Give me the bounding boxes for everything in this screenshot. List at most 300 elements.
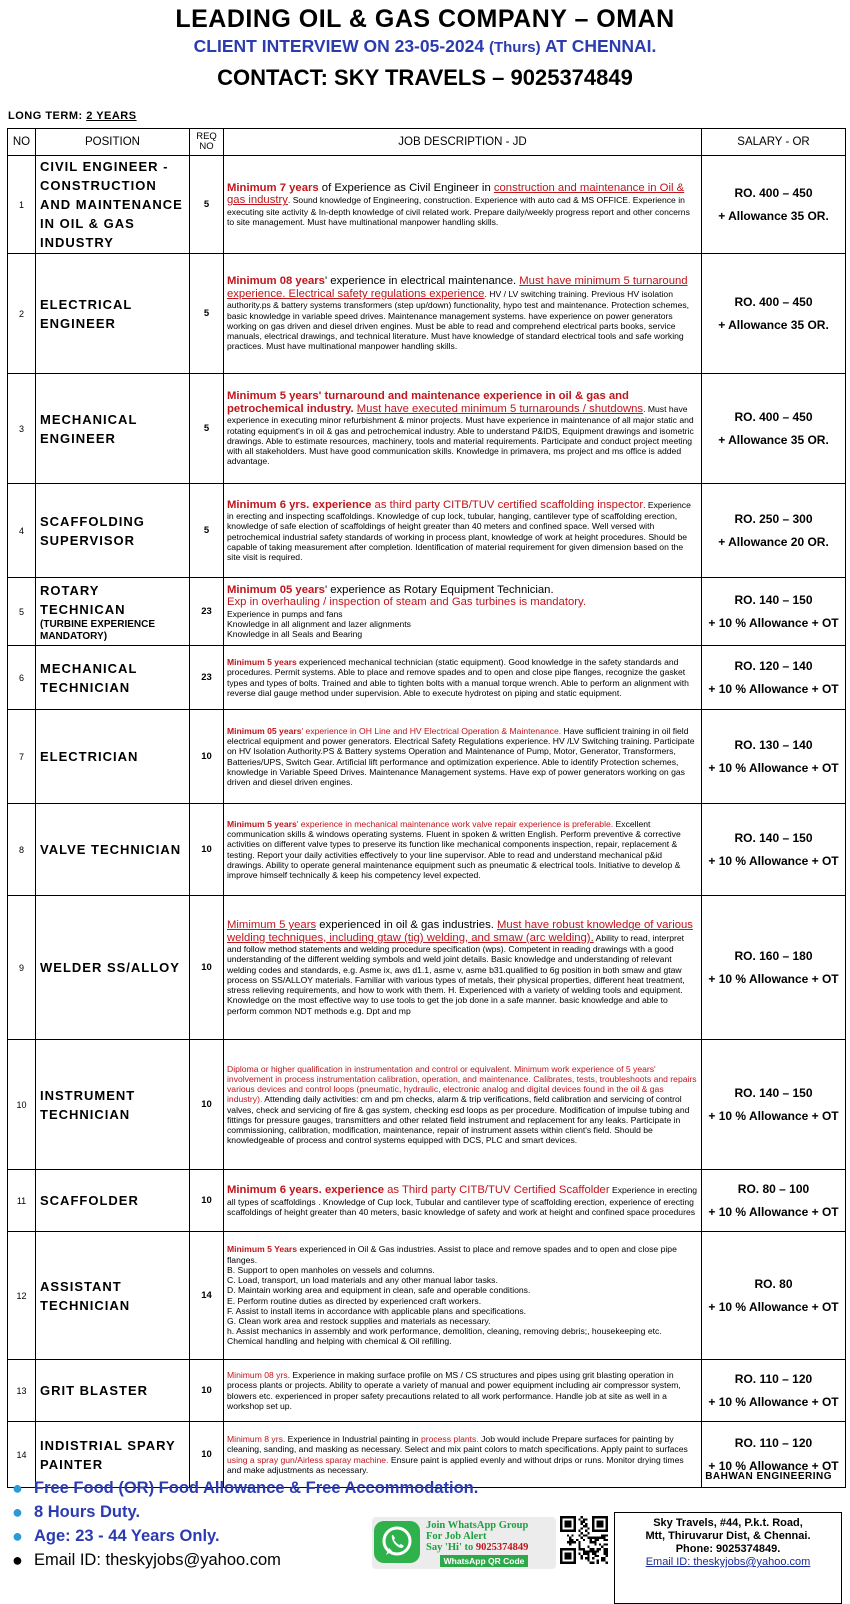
qr-module	[585, 1557, 587, 1559]
qr-module	[581, 1557, 583, 1559]
long-term-label: LONG TERM:	[8, 110, 87, 122]
jd-text: h. Assist mechanics in assembly and work performance, demolition, cleaning, removing debris;, housekeeping etc. Chemical handling and helping with chemical & Oil refilling.	[227, 1326, 662, 1347]
row-number: 5	[8, 578, 36, 646]
benefit-text: Age: 23 - 44 Years Only.	[34, 1527, 220, 1545]
job-description	[224, 374, 702, 484]
col-header-position: POSITION	[36, 129, 190, 156]
salary-allowance: + 10 % Allowance + OT	[708, 1108, 839, 1123]
salary-range: RO. 110 – 120	[734, 1371, 813, 1386]
position-title: ROTARY TECHNICAN	[40, 582, 126, 617]
salary-allowance: + Allowance 20 OR.	[718, 534, 829, 549]
table-row	[8, 804, 846, 896]
salary-range: RO. 140 – 150	[734, 1085, 813, 1100]
qr-module	[585, 1530, 587, 1532]
whatsapp-line3	[426, 1542, 528, 1553]
qr-module	[601, 1546, 603, 1548]
interview-line	[0, 34, 850, 60]
required-count: 23	[190, 646, 224, 710]
position-cell	[36, 156, 190, 254]
qr-module	[585, 1534, 587, 1536]
qr-module	[578, 1553, 580, 1555]
qr-module	[585, 1553, 587, 1555]
qr-module	[603, 1557, 605, 1559]
col-header-salary: SALARY - OR	[702, 129, 846, 156]
salary-cell	[702, 896, 846, 1040]
qr-module	[603, 1539, 605, 1541]
salary-cell	[702, 374, 846, 484]
salary-range: RO. 120 – 140	[734, 658, 813, 673]
position-title: MECHANICAL ENGINEER	[40, 411, 138, 446]
qr-code-icon[interactable]	[560, 1516, 608, 1564]
address-phone: Phone: 9025374849.	[675, 1543, 781, 1555]
jd-text: Experience in Industrial painting in	[285, 1434, 421, 1445]
jd-text: as third party CITB/TUV certified scaffolding inspector	[371, 498, 644, 511]
qr-module	[606, 1555, 608, 1557]
jd-text: C. Load, transport, un load materials and any other manual labor tasks.	[227, 1275, 498, 1286]
qr-module	[590, 1562, 592, 1564]
jd-text: Minimum 08 yrs.	[227, 1370, 291, 1381]
qr-module	[594, 1550, 596, 1552]
qr-module	[581, 1537, 583, 1539]
position-title: CIVIL ENGINEER - CONSTRUCTION AND MAINTENANCE IN OIL & GAS INDUSTRY	[40, 159, 183, 250]
job-description	[224, 1232, 702, 1360]
job-description	[224, 896, 702, 1040]
job-description	[224, 804, 702, 896]
qr-module	[585, 1525, 587, 1527]
required-count: 5	[190, 254, 224, 374]
whatsapp-banner[interactable]	[372, 1517, 556, 1569]
qr-module	[597, 1548, 599, 1550]
footer	[0, 1472, 850, 1604]
jd-text: Minimum 6 yrs. experience	[227, 498, 372, 511]
position-cell	[36, 484, 190, 578]
salary-range: RO. 160 – 180	[734, 948, 813, 963]
jd-text: experienced mechanical technician (static equipment). Good knowledge in the safety standards and procedures. Permit systems. Able to place and remove spades and to open and close pipe flanges, recognize the gasket types and types of bolts. Trained and able to tighten bolts with a manual torque wrench. Able to perform an alignment with reverse dial gauge method under supervision. Able to execute hydrotest on piping and static equipment.	[227, 657, 689, 698]
qr-module	[571, 1534, 573, 1536]
qr-module	[594, 1537, 596, 1539]
qr-module	[583, 1539, 585, 1541]
qr-module	[594, 1541, 596, 1543]
qr-module	[569, 1537, 571, 1539]
table-row	[8, 710, 846, 804]
whatsapp-say-hi: Say 'Hi' to	[426, 1542, 476, 1553]
table-row	[8, 484, 846, 578]
job-description	[224, 156, 702, 254]
qr-module	[569, 1543, 571, 1545]
jd-text: Ability to read, interpret and follow method statements and welding procedure specification (wps). Competent in reading drawings with a good understanding of the different welding symbols and weld joint details. Basic knowledge and understanding of relevant welding codes and standards, e.g. Asme ix, aws d1.1, asme v, asme b31.qualified to 6g position in both smaw and gtaw process on SS/ALLOY materials. Familiar with various types of metals, their physical properties, different heat treatment, stress relieving requirements, and how to work with them. H. Experienced with a variety of welding tools and equipment. Knowledge on the most effective way to use tools to get the job done in a safe manner. basic knowledge and able to perform common NDT methods e.g. Dpt and mp	[227, 932, 685, 1016]
jd-text: Experience in pumps and fans	[227, 608, 343, 619]
whatsapp-number: 9025374849	[475, 1542, 529, 1553]
position-cell	[36, 1360, 190, 1422]
jd-text: as Third party CITB/TUV Certified Scaffolder	[383, 1184, 610, 1197]
qr-module	[606, 1548, 608, 1550]
qr-module	[569, 1539, 571, 1541]
jd-text: Minimum 5 years	[227, 818, 297, 829]
salary-range: RO. 110 – 120	[734, 1435, 813, 1450]
salary-cell	[702, 1232, 846, 1360]
position-cell	[36, 1040, 190, 1170]
salary-cell	[702, 1360, 846, 1422]
jd-text: Attending daily activities: cm and pm checks, alarm & trip verifications, field calibration and servicing of control valves, check and servicing of fire & gas system, checking esd loops as per procedure. Modification of impulse tubing and fittings for pressure gauges, transmitters and other related field instrument and replacement for any leaks. Participate in commissioning, calibration, modification, maintenance, repair of instrument assets within client's field. Should be knowledgeable of process and control systems equipped with DCS, PLC and smart devices.	[227, 1094, 690, 1146]
position-title: SCAFFOLDING SUPERVISOR	[40, 513, 145, 548]
interview-date: CLIENT INTERVIEW ON 23-05-2024	[193, 36, 489, 56]
salary-cell	[702, 156, 846, 254]
qr-module	[583, 1525, 585, 1527]
qr-module	[587, 1532, 589, 1534]
jd-text: construction and maintenance in Oil & gas industry	[227, 181, 685, 207]
address-line2: Mtt, Thiruvarur Dist, & Chennai.	[645, 1530, 811, 1542]
required-count: 10	[190, 1040, 224, 1170]
row-number: 4	[8, 484, 36, 578]
qr-module	[581, 1516, 583, 1518]
jd-text: D. Maintain working area and equipment in clean, safe and operable conditions.	[227, 1285, 531, 1296]
qr-module	[578, 1534, 580, 1536]
jd-text: ' experience as Rotary Equipment Technician.	[324, 583, 554, 596]
position-cell	[36, 254, 190, 374]
qr-module	[587, 1555, 589, 1557]
qr-module	[592, 1537, 594, 1539]
qr-module	[603, 1537, 605, 1539]
position-cell	[36, 804, 190, 896]
salary-cell	[702, 646, 846, 710]
qr-module	[590, 1550, 592, 1552]
qr-module	[574, 1541, 576, 1543]
table-row	[8, 896, 846, 1040]
long-term	[8, 110, 137, 122]
bullet-icon: ●	[12, 1478, 23, 1498]
jobs-table	[7, 128, 846, 1488]
qr-module	[583, 1518, 585, 1520]
qr-module	[565, 1553, 572, 1560]
qr-module	[592, 1548, 594, 1550]
salary-range: RO. 140 – 150	[734, 830, 813, 845]
table-row	[8, 254, 846, 374]
qr-module	[583, 1553, 585, 1555]
jd-text: Knowledge in all alignment and lazer alignments	[227, 618, 411, 629]
qr-module	[594, 1543, 596, 1545]
qr-module	[606, 1543, 608, 1545]
row-number: 2	[8, 254, 36, 374]
position-cell	[36, 646, 190, 710]
jd-text: Excellent communication skills & windows operating systems. Fluent in spoken & written English. Perform preventive & corrective activities on different valve types to preserve its function like mechanical components inspection, repair, replacement & testing. Report your daily activities effectively to your line supervisor. Able to read and understand mechanical p&id drawings. Ability to operate general maintenance equipment such as pneumatic & electrical tools. Initiative to develop & improve himself technically & keep his competency level expected.	[227, 818, 681, 880]
bullet-icon: ●	[12, 1550, 23, 1570]
job-description	[224, 1360, 702, 1422]
position-cell	[36, 1170, 190, 1232]
position-title: SCAFFOLDER	[40, 1193, 139, 1208]
job-description	[224, 578, 702, 646]
jd-text: of Experience as Civil Engineer in	[318, 181, 494, 194]
qr-module	[581, 1555, 583, 1557]
required-count: 5	[190, 484, 224, 578]
qr-module	[581, 1527, 583, 1529]
long-term-value: 2 YEARS	[86, 110, 137, 122]
jd-text: ' experience in OH Line and HV Electrical Operation & Maintenance.	[301, 725, 562, 736]
required-count: 5	[190, 374, 224, 484]
qr-module	[603, 1550, 605, 1552]
interview-city: AT CHENNAI.	[540, 36, 657, 56]
qr-module	[567, 1541, 569, 1543]
jd-text: F. Assist to install items in accordance with applicable plans and specifications.	[227, 1305, 527, 1316]
qr-module	[585, 1518, 587, 1520]
qr-module	[592, 1557, 594, 1559]
qr-module	[578, 1541, 580, 1543]
jd-text: Job would include Prepare surfaces for painting by cleaning, sanding, and masking as necessary. Select and mix paint colors to match specifications. Apply paint to surfaces	[227, 1434, 688, 1455]
qr-module	[603, 1543, 605, 1545]
qr-module	[587, 1527, 589, 1529]
qr-module	[583, 1521, 585, 1523]
salary-range: RO. 400 – 450	[734, 294, 813, 309]
qr-module	[581, 1548, 583, 1550]
qr-module	[583, 1534, 585, 1536]
qr-module	[599, 1543, 601, 1545]
salary-range: RO. 400 – 450	[734, 185, 813, 200]
qr-module	[590, 1541, 592, 1543]
position-cell	[36, 710, 190, 804]
salary-cell	[702, 1170, 846, 1232]
jd-text: Minimum 05 years	[227, 725, 302, 736]
jd-text: E. Perform routine duties as directed by experienced craft workers.	[227, 1295, 482, 1306]
qr-module	[592, 1553, 594, 1555]
jd-text: ' experience in mechanical maintenance work valve repair experience is preferable.	[296, 818, 614, 829]
row-number: 6	[8, 646, 36, 710]
row-number: 3	[8, 374, 36, 484]
qr-module	[587, 1557, 589, 1559]
qr-module	[587, 1537, 589, 1539]
salary-cell	[702, 710, 846, 804]
job-description	[224, 1040, 702, 1170]
qr-module	[590, 1539, 592, 1541]
interview-day: (Thurs)	[488, 39, 541, 56]
position-subtitle: (TURBINE EXPERIENCE MANDATORY)	[40, 618, 156, 642]
address-email[interactable]: Email ID: theskyjobs@yahoo.com	[645, 1556, 811, 1568]
jd-text: Minimum 5 years' turnaround and maintenance experience in oil & gas and petrochemical industry.	[227, 390, 629, 415]
position-title: GRIT BLASTER	[40, 1383, 149, 1398]
email-text[interactable]: Email ID: theskyjobs@yahoo.com	[34, 1551, 281, 1569]
jd-text: . Must have experience in executing minor refurbishment & minor projects. Must have experience in maintenance of all major static and rotating equipment's in oil & gas and petrochemical industry. Able to understand P&IDS, Equipment drawings and isometric drawings. Able to estimate resources, machinery, tools and material requirements. Participate and conduct project meeting with all stakeholders. Must have good communication skills. Knowledge in primavera, ms project and ms office is added advantage.	[227, 403, 694, 467]
salary-allowance: + Allowance 35 OR.	[718, 208, 829, 223]
jd-text: Have sufficient training in oil field electrical equipment and power generators. Electrical Safety Regulations experience. HV /LV Switching training. Participate on HV Isolation Authority.PS & Battery systems Operation and Maintenance of Pump, Motor, Generator, Transformers, Batteries/UPS, Switch Gear. Artificial lift performance and optimization experience. Able to identify Protection schemes, knowledge in Variable Speed Drives. Maintenance Management systems. Have exp of power generators working on gas driven and diesel driven engines.	[227, 725, 695, 787]
jd-text: ' experience in electrical maintenance.	[324, 275, 520, 288]
jd-text: . Sound knowledge of Engineering, construction. Experience with auto cad & MS OFFICE. Experience in executing site activity & In-depth knowledge of civil related work. Prepare daily/weekly progress report and other concerns to site management. Must have multinational manpower handling skills.	[227, 195, 690, 227]
position-title: ASSISTANT TECHNICIAN	[40, 1278, 131, 1313]
row-number: 10	[8, 1040, 36, 1170]
required-count: 10	[190, 1170, 224, 1232]
qr-module	[565, 1521, 572, 1528]
jd-text: Must have executed minimum 5 turnarounds / shutdowns	[356, 402, 644, 415]
job-description	[224, 1170, 702, 1232]
required-count: 23	[190, 578, 224, 646]
jd-text: experienced in oil & gas industries.	[316, 919, 497, 932]
table-row	[8, 1232, 846, 1360]
position-title: ELECTRICAL ENGINEER	[40, 296, 133, 331]
qr-module	[576, 1539, 578, 1541]
qr-module	[603, 1534, 605, 1536]
position-title: ELECTRICIAN	[40, 749, 139, 764]
qr-module	[606, 1562, 608, 1564]
jd-text: Minimum 5 Years	[227, 1244, 298, 1255]
bullet-icon: ●	[12, 1526, 23, 1546]
required-count: 10	[190, 804, 224, 896]
qr-module	[578, 1546, 580, 1548]
qr-module	[601, 1559, 603, 1561]
salary-allowance: + Allowance 35 OR.	[718, 317, 829, 332]
table-header-row	[8, 129, 846, 156]
benefit-text: Free Food (OR) Food Allowance & Free Accommodation.	[34, 1479, 479, 1497]
required-count: 10	[190, 896, 224, 1040]
jd-text: Mimimum 5 years	[227, 919, 317, 932]
col-header-req: REQ NO	[190, 129, 224, 156]
row-number: 1	[8, 156, 36, 254]
salary-cell	[702, 484, 846, 578]
qr-module	[567, 1534, 569, 1536]
qr-module	[601, 1537, 603, 1539]
address-line1: Sky Travels, #44, P.k.t. Road,	[653, 1517, 803, 1529]
company-tag: BAHWAN ENGINEERING	[705, 1471, 832, 1482]
qr-module	[578, 1548, 580, 1550]
qr-module	[569, 1541, 571, 1543]
jd-text: Minimum 6 years. experience	[227, 1184, 384, 1197]
salary-range: RO. 80	[754, 1276, 793, 1291]
qr-module	[581, 1532, 583, 1534]
qr-module	[571, 1539, 573, 1541]
job-description	[224, 646, 702, 710]
qr-module	[597, 1559, 599, 1561]
page-title: LEADING OIL & GAS COMPANY – OMAN	[175, 5, 675, 33]
qr-module	[587, 1550, 589, 1552]
salary-allowance: + 10 % Allowance + OT	[708, 853, 839, 868]
qr-module	[597, 1521, 604, 1528]
qr-module	[592, 1562, 594, 1564]
jd-text: Knowledge in all Seals and Bearing	[227, 629, 363, 640]
required-count: 10	[190, 1422, 224, 1488]
job-description	[224, 254, 702, 374]
jd-text: . Experience in erecting and inspecting scaffoldings. Knowledge of cup lock, tubular, hanging, cantilever type of scaffolding erection, knowledge of safe election of scaffoldings of height greater than 40 meters and confined space. Well versed with petrochemical industrial safety standards of working in process plant, knowledge of work at height procedures. Should be capable of taking measurement after completion. Identification of material requirement for given dimension based on the site visit is required.	[227, 499, 691, 563]
jd-text: Minimum 8 yrs.	[227, 1434, 286, 1445]
salary-cell	[702, 578, 846, 646]
qr-module	[594, 1555, 596, 1557]
qr-module	[594, 1553, 596, 1555]
required-count: 10	[190, 710, 224, 804]
qr-module	[599, 1537, 601, 1539]
row-number: 14	[8, 1422, 36, 1488]
salary-allowance: + 10 % Allowance + OT	[708, 681, 839, 696]
address-box	[614, 1512, 842, 1604]
table-row	[8, 1360, 846, 1422]
position-cell	[36, 374, 190, 484]
position-cell	[36, 1232, 190, 1360]
qr-label: WhatsApp QR Code	[440, 1555, 528, 1567]
jd-text: Experience in erecting all types of scaffoldings . Knowledge of Cup lock, Tubular and cantilever type of scaffolding erection, experience of erecting scaffoldings of height greater than 40 meters, basic knowledge of safety and work at height and confined space procedures	[227, 1185, 698, 1217]
contact-line: CONTACT: SKY TRAVELS – 9025374849	[217, 65, 633, 90]
qr-module	[581, 1523, 583, 1525]
qr-module	[606, 1550, 608, 1552]
qr-module	[606, 1534, 608, 1536]
jd-text: Ensure paint is applied evenly and without drips or runs. Monitor drying times and make adjustments as necessary.	[227, 1454, 684, 1475]
table-row	[8, 156, 846, 254]
col-header-jd: JOB DESCRIPTION - JD	[224, 129, 702, 156]
qr-module	[587, 1553, 589, 1555]
salary-allowance: + Allowance 35 OR.	[718, 432, 829, 447]
jd-text: Must have minimum 5 turnaround experience. Electrical safety regulations experience	[227, 275, 688, 300]
qr-module	[603, 1559, 605, 1561]
whatsapp-line2: For Job Alert	[426, 1531, 487, 1542]
position-title: VALVE TECHNICIAN	[40, 842, 182, 857]
table-row	[8, 1170, 846, 1232]
position-title: WELDER SS/ALLOY	[40, 960, 180, 975]
qr-module	[590, 1537, 592, 1539]
qr-module	[606, 1553, 608, 1555]
jd-text: Experience in making surface profile on MS / CS structures and pipes using grit blasting operation in process plants or projects. Ability to operate a variety of manual and power equipment including air compressor system, blowers etc. experienced in proper safety precautions related to all work performance. Handle job at site as well in a workshop set up.	[227, 1370, 681, 1411]
salary-allowance: + 10 % Allowance + OT	[708, 971, 839, 986]
table-row	[8, 1040, 846, 1170]
salary-range: RO. 400 – 450	[734, 409, 813, 424]
required-count: 10	[190, 1360, 224, 1422]
qr-module	[587, 1546, 589, 1548]
salary-allowance: + 10 % Allowance + OT	[708, 615, 839, 630]
salary-cell	[702, 1040, 846, 1170]
qr-module	[594, 1539, 596, 1541]
col-header-no: NO	[8, 129, 36, 156]
jd-text: G. Clean work area and restock supplies and materials as necessary.	[227, 1315, 491, 1326]
qr-module	[581, 1521, 583, 1523]
whatsapp-text	[426, 1520, 528, 1553]
qr-module	[599, 1548, 601, 1550]
qr-module	[578, 1543, 580, 1545]
qr-module	[597, 1550, 599, 1552]
table-row	[8, 374, 846, 484]
qr-module	[592, 1541, 594, 1543]
qr-module	[597, 1562, 599, 1564]
row-number: 12	[8, 1232, 36, 1360]
table-row	[8, 578, 846, 646]
jd-text: experienced in Oil & Gas industries. Assist to place and remove spades and to open and close pipe flanges.	[227, 1244, 677, 1265]
jd-text: process plants.	[420, 1434, 479, 1445]
qr-module	[601, 1557, 603, 1559]
bullet-icon: ●	[12, 1502, 23, 1522]
salary-allowance: + 10 % Allowance + OT	[708, 1394, 839, 1409]
qr-module	[597, 1537, 599, 1539]
qr-module	[606, 1539, 608, 1541]
position-title: INSTRUMENT TECHNICIAN	[40, 1087, 136, 1122]
salary-allowance: + 10 % Allowance + OT	[708, 1299, 839, 1314]
salary-range: RO. 140 – 150	[734, 592, 813, 607]
jd-text: Minimum 05 years	[227, 583, 325, 596]
qr-module	[585, 1523, 587, 1525]
qr-module	[601, 1534, 603, 1536]
jd-text: Exp in overhauling / inspection of steam and Gas turbines is mandatory.	[227, 596, 586, 609]
row-number: 13	[8, 1360, 36, 1422]
jd-text: Must have robust knowledge of various welding techniques, including gtaw (tig) welding, and smaw (arc welding).	[227, 919, 693, 944]
salary-allowance: + 10 % Allowance + OT	[708, 1204, 839, 1219]
required-count: 14	[190, 1232, 224, 1360]
position-cell	[36, 896, 190, 1040]
qr-module	[583, 1548, 585, 1550]
row-number: 7	[8, 710, 36, 804]
qr-module	[597, 1539, 599, 1541]
position-title: MECHANICAL TECHNICIAN	[40, 660, 138, 695]
qr-module	[587, 1559, 589, 1561]
salary-range: RO. 130 – 140	[734, 737, 813, 752]
position-cell	[36, 578, 190, 646]
qr-module	[571, 1541, 573, 1543]
row-number: 9	[8, 896, 36, 1040]
salary-allowance: + 10 % Allowance + OT	[708, 760, 839, 775]
row-number: 8	[8, 804, 36, 896]
jd-text: . HV / LV switching training. Previous HV isolation authority.ps & battery systems transformers (step up/down) functionality, hypo test and maintenance. Protection schemes, basic knowledge in variable speed drives. Maintenance management systems. have experience on power generators working on gas driven and diesel driven engines. Must be able to read and comprehend electrical parts books, service manuals, electrical drawings, and technical literature. Must have knowledge of standard electrical tools and safe working practices. Must have multinational manpower handling skills.	[227, 288, 690, 352]
qr-module	[578, 1518, 580, 1520]
jd-text: Diploma or higher qualification in instrumentation and control or equivalent. Minimum work experience of 5 years' involvement in process instrumentation calibration, operation, and maintenance. Calibrates, tests, troubleshoots and repairs various devices and control loops (pneumatic, hydraulic, electronic analog and digital devices found in the oil & gas industry).	[227, 1063, 697, 1105]
salary-range: RO. 250 – 300	[734, 511, 813, 526]
